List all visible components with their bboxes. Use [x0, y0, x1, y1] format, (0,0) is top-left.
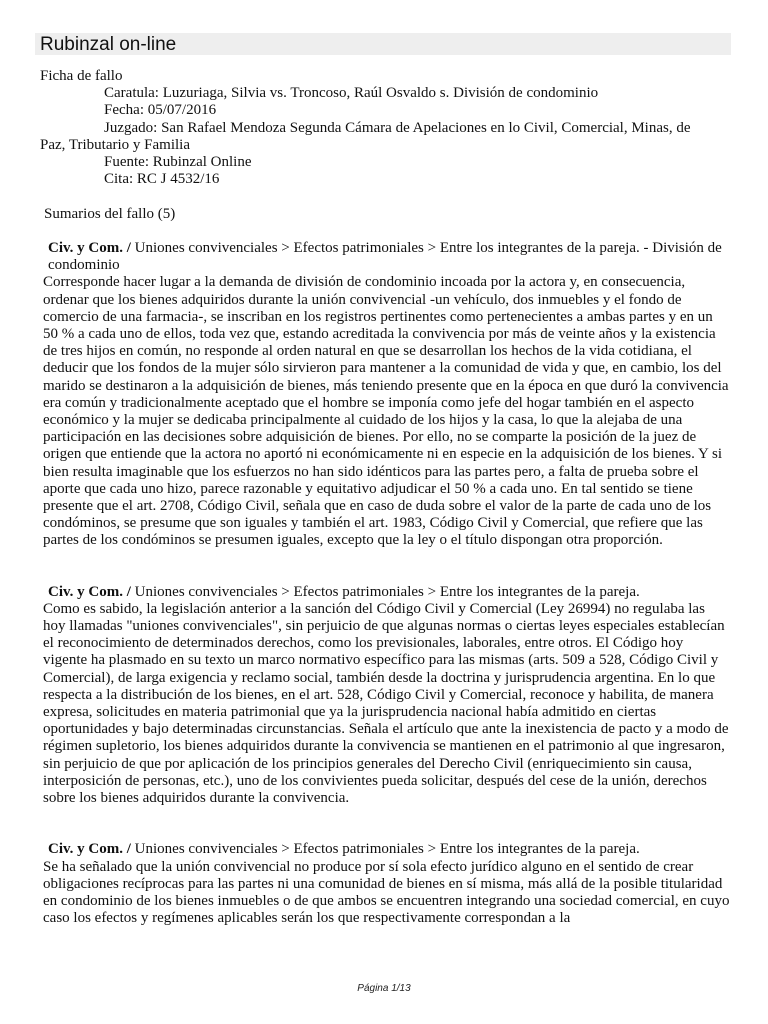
sumario-text: Corresponde hacer lugar a la demanda de división de condominio incoada por la actora y, en consecuencia, ordenar que los bienes adquiridos durante la unión convivencial -un vehículo, dos inmuebles y el fondo de comercio de una farmacia-, se inscriban en los registros pertinentes como pertenecientes a ambas partes y en un 50 % a cada uno de ellos, toda vez que, estando acreditada la convivencia por más de veinte años y la existencia de tres hijos en común, no responde al orden natural en que se desarrollan los hechos de la vida cotidiana, el deducir que los fondos de la mujer sólo sirvieron para mantener a la comunidad de vida y que, en cambio, los del marido se destinaron a la adquisición de bienes, más teniendo presente que en la época en que duró la convivencia era común y tradicionalmente aceptado que el hombre se imponía como jefe del hogar también en el aspecto económico y la mujer se dedicaba principalmente al cuidado de los hijos y la casa, lo que la alejaba de una participación en las decisiones sobre adquisición de bienes. Por ello, no se comparte la posición de la juez de origen que entiende que la actora no aportó ni económicamente ni en especie en la adquisición de los bienes. Y si bien resulta imaginable que los esfuerzos no han sido idénticos para las partes pero, a falta de prueba sobre el aporte que cada uno hizo, parece razonable y equitativo adjudicar el 50 % a cada uno. En tal sentido se tiene presente que el art. 2708, Código Civil, señala que en caso de duda sobre el valor de la parte de cada uno de los condóminos, se presume que son iguales y también el art. 1983, Código Civil y Comercial, que refiere que las partes de los condóminos se presumen iguales, excepto que la ley o el título dispongan otra proporción.: [43, 274, 729, 549]
ficha-de-fallo: [40, 68, 730, 188]
page-number: Página 1/13: [357, 983, 411, 994]
ficha-juzgado: Juzgado: San Rafael Mendoza Segunda Cámara de Apelaciones en lo Civil, Comercial, Minas, de: [104, 119, 691, 136]
document-body: [40, 68, 730, 927]
sumario-text: Como es sabido, la legislación anterior a la sanción del Código Civil y Comercial (Ley 26994) no regulaba las hoy llamadas "uniones convivenciales", sin perjuicio de que algunas normas o ciertas leyes especiales establecían el reconocimiento de determinados derechos, como los previsionales, laborales, entre otros. El Código hoy vigente ha plasmado en su texto un marco normativo específico para las mismas (arts. 509 a 528, Código Civil y Comercial), de larga exigencia y reclamo social, también desde la doctrina y jurisprudencia argentina. En lo que respecta a la distribución de los bienes, en el art. 528, Código Civil y Comercial, reconoce y habilita, de manera expresa, solicitudes en materia patrimonial que ya la jurisprudencia nacional había admitido en ciertas oportunidades y bajo determinadas circunstancias. Señala el artículo que ante la inexistencia de pacto y a modo de régimen supletorio, los bienes adquiridos durante la convivencia se mantienen en el patrimonio al que ingresaron, sin perjuicio de que por aplicación de los principios generales del Derecho Civil (enriquecimiento sin causa, interposición de personas, etc.), uno de los convivientes pueda solicitar, después del cese de la unión, derechos sobre los bienes adquiridos durante la convivencia.: [43, 600, 729, 807]
ficha-heading: Ficha de fallo: [40, 68, 123, 84]
sumarios-heading: Sumarios del fallo (5): [44, 205, 176, 222]
sumario-category: Civ. y Com. /: [48, 583, 131, 600]
ficha-caratula: Caratula: Luzuriaga, Silvia vs. Troncoso, Raúl Osvaldo s. División de condominio: [104, 85, 599, 102]
ficha-juzgado-continued: Paz, Tributario y Familia: [40, 136, 190, 153]
sumario-path: Uniones convivenciales > Efectos patrimoniales > Entre los integrantes de la pareja.: [134, 583, 640, 600]
sumario-category: Civ. y Com. /: [48, 841, 131, 858]
sumario-header: [40, 240, 730, 274]
sumario-path: Uniones convivenciales > Efectos patrimoniales > Entre los integrantes de la pareja.: [134, 841, 640, 858]
sumario-text: Se ha señalado que la unión convivencial no produce por sí sola efecto jurídico alguno en el sentido de crear obligaciones recíprocas para las partes ni una comunidad de bienes en sí misma, más allá de la posible titularidad en condominio de los bienes inmuebles o de que ambos se encuentren integrando una sociedad comercial, en cuyo caso los efectos y regímenes aplicables serán los que respectivamente correspondan a la: [43, 858, 730, 927]
ficha-fuente: Fuente: Rubinzal Online: [104, 154, 252, 171]
sumario-category: Civ. y Com. /: [48, 240, 131, 256]
page-title: Rubinzal on-line: [40, 34, 177, 55]
ficha-cita: Cita: RC J 4532/16: [104, 171, 220, 188]
sumario-item: [40, 841, 730, 927]
sumario-path: Uniones convivenciales > Efectos patrimoniales > Entre los integrantes de la pareja. - División de condominio: [48, 240, 722, 274]
ficha-fecha: Fecha: 05/07/2016: [104, 102, 217, 119]
sumario-header: [40, 841, 730, 858]
sumario-item: [40, 240, 730, 550]
sumario-header: [40, 584, 730, 601]
sumario-item: [40, 584, 730, 808]
